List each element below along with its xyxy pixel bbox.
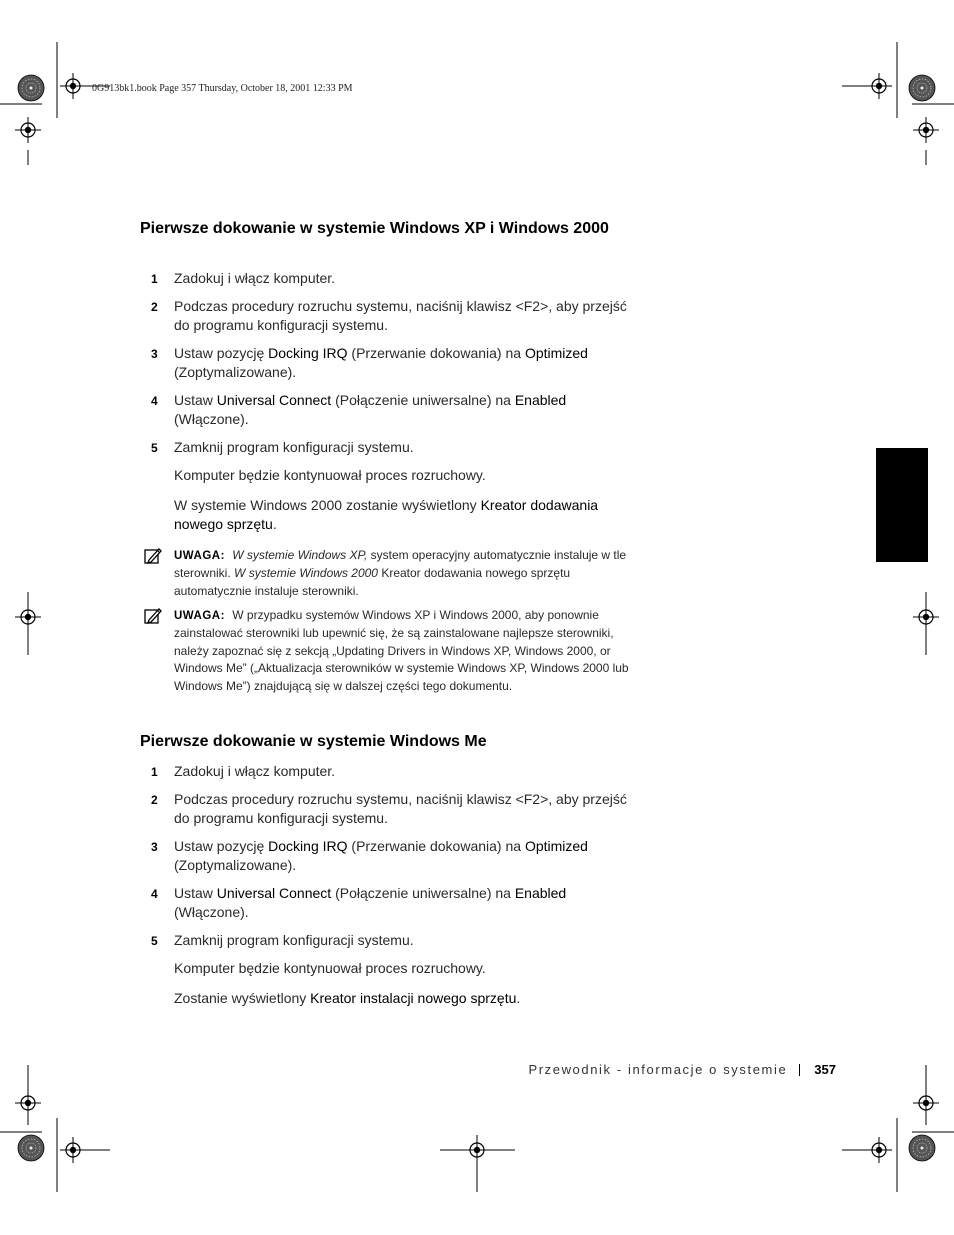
step-text: (Przerwanie dokowania) na	[347, 838, 525, 854]
step-text: Podczas procedury rozruchu systemu, naciśnij klawisz <F2>, aby przejść do programu konfiguracji systemu.	[174, 298, 627, 333]
steps-list-windows-xp-2000	[140, 269, 640, 545]
wizard-name: Kreator dodawania nowego sprzętu	[174, 497, 599, 532]
step-text: (Połączenie uniwersalne) na	[331, 392, 515, 408]
step-item	[140, 884, 640, 922]
result-paragraph: Komputer będzie kontynuował proces rozruchowy.	[174, 467, 486, 483]
note-italic-text: W systemie Windows 2000	[234, 566, 378, 581]
footer-title: Przewodnik - informacje o systemie	[528, 1062, 788, 1077]
result-paragraph	[140, 496, 640, 534]
section-heading-windows-me: Pierwsze dokowanie w systemie Windows Me	[140, 733, 487, 750]
step-item	[140, 837, 640, 875]
pencil-note-icon	[144, 547, 162, 565]
step-text: Podczas procedury rozruchu systemu, naciśnij klawisz <F2>, aby przejść do programu konfiguracji systemu.	[174, 791, 627, 826]
setting-name: Universal Connect	[216, 885, 332, 901]
paragraph-text: W systemie Windows 2000 zostanie wyświetlony	[174, 497, 481, 513]
step-item	[140, 931, 640, 950]
paragraph-text: .	[516, 990, 521, 1006]
step-item	[140, 438, 640, 457]
step-number: 1	[151, 765, 158, 779]
step-number: 1	[151, 272, 158, 286]
footer-divider	[799, 1064, 800, 1076]
step-item	[140, 391, 640, 429]
step-number: 2	[151, 793, 158, 807]
step-text: Zamknij program konfiguracji systemu.	[174, 439, 414, 455]
steps-list-windows-me	[140, 762, 640, 1019]
step-item	[140, 269, 640, 288]
setting-value: Optimized	[524, 838, 588, 854]
step-text: (Zoptymalizowane).	[174, 857, 297, 873]
step-text: (Zoptymalizowane).	[174, 364, 297, 380]
step-number: 2	[151, 300, 158, 314]
step-text: (Włączone).	[174, 411, 249, 427]
note-label: UWAGA:	[174, 550, 225, 562]
step-number: 3	[151, 840, 158, 854]
step-number: 5	[151, 934, 158, 948]
note-italic-text: W systemie Windows XP,	[232, 548, 368, 562]
step-text: Zadokuj i włącz komputer.	[174, 270, 336, 286]
step-text: Ustaw	[174, 885, 217, 901]
step-item	[140, 344, 640, 382]
step-number: 5	[151, 441, 158, 455]
step-number: 4	[151, 887, 158, 901]
section-heading-windows-xp-2000: Pierwsze dokowanie w systemie Windows XP i Windows 2000	[140, 220, 609, 237]
setting-value: Optimized	[524, 345, 588, 361]
step-text: Ustaw pozycję	[174, 838, 269, 854]
note-text: system operacyjny automatycznie instaluje w tle sterowniki.	[174, 548, 627, 581]
step-text: (Przerwanie dokowania) na	[347, 345, 525, 361]
setting-name: Universal Connect	[216, 392, 332, 408]
note-text: Kreator dodawania nowego sprzętu automatycznie instaluje sterowniki.	[174, 566, 571, 598]
step-item	[140, 762, 640, 781]
page-footer	[528, 1062, 836, 1077]
setting-name: Docking IRQ	[268, 838, 348, 854]
print-slug: 0G913bk1.book Page 357 Thursday, October 18, 2001 12:33 PM	[92, 83, 353, 94]
step-text: Ustaw	[174, 392, 217, 408]
step-number: 3	[151, 347, 158, 361]
setting-value: Enabled	[514, 392, 567, 408]
setting-value: Enabled	[514, 885, 567, 901]
note-text: W przypadku systemów Windows XP i Windows 2000, aby ponownie zainstalować sterowniki lub upewnić się, że są zainstalowane najlepsze sterowniki, należy zapoznać się z sekcją „Updating Drivers in Windows XP, Windows 2000, or Windows Me” („Aktualizacja sterowników w systemie Windows XP, Windows 2000 lub Windows Me”) znajdującą się w dalszej części tego dokumentu.	[174, 608, 629, 693]
result-paragraph: Komputer będzie kontynuował proces rozruchowy.	[174, 960, 486, 976]
paragraph-text: .	[272, 516, 277, 532]
step-text: Ustaw pozycję	[174, 345, 269, 361]
step-item	[140, 790, 640, 828]
note-box	[140, 607, 630, 695]
paragraph-text: Zostanie wyświetlony	[174, 990, 311, 1006]
pencil-note-icon	[144, 607, 162, 625]
thumb-tab	[876, 448, 928, 562]
note-box	[140, 547, 630, 600]
step-text: (Włączone).	[174, 904, 249, 920]
result-paragraph	[140, 989, 640, 1008]
setting-name: Docking IRQ	[268, 345, 348, 361]
wizard-name: Kreator instalacji nowego sprzętu	[310, 990, 517, 1006]
note-label: UWAGA:	[174, 610, 225, 622]
step-item	[140, 297, 640, 335]
page-number: 357	[814, 1062, 836, 1077]
step-text: Zadokuj i włącz komputer.	[174, 763, 336, 779]
step-text: (Połączenie uniwersalne) na	[331, 885, 515, 901]
step-number: 4	[151, 394, 158, 408]
step-text: Zamknij program konfiguracji systemu.	[174, 932, 414, 948]
